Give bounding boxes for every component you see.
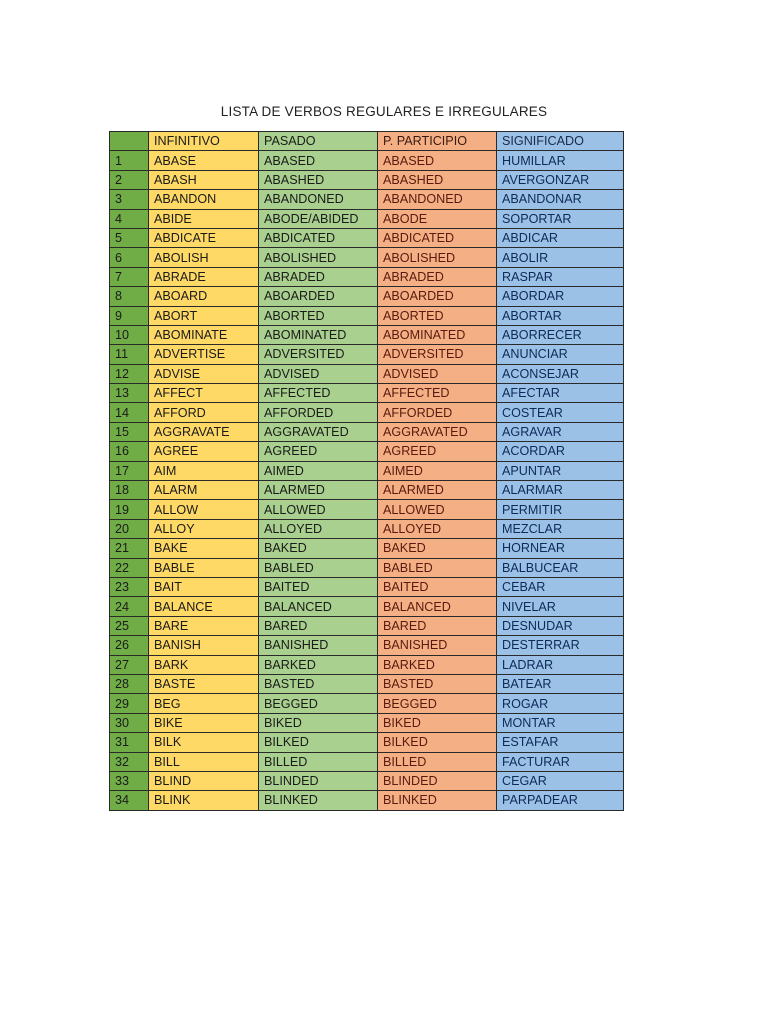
table-row <box>110 519 624 538</box>
cell-pasado: ALLOWED <box>259 500 378 519</box>
cell-significado: CEBAR <box>497 577 624 596</box>
cell-pasado: BARED <box>259 616 378 635</box>
cell-pasado: BALANCED <box>259 597 378 616</box>
cell-participio: AFFORDED <box>378 403 497 422</box>
cell-participio: ABDICATED <box>378 228 497 247</box>
cell-pasado: AIMED <box>259 461 378 480</box>
table-row <box>110 655 624 674</box>
cell-significado: LADRAR <box>497 655 624 674</box>
cell-number: 31 <box>110 733 149 752</box>
cell-significado: ALARMAR <box>497 481 624 500</box>
cell-participio: AIMED <box>378 461 497 480</box>
cell-number: 17 <box>110 461 149 480</box>
cell-infinitivo: BANISH <box>149 636 259 655</box>
cell-pasado: ABANDONED <box>259 190 378 209</box>
cell-participio: ALARMED <box>378 481 497 500</box>
cell-participio: ALLOYED <box>378 519 497 538</box>
table-row <box>110 267 624 286</box>
cell-participio: BILLED <box>378 752 497 771</box>
header-number <box>110 132 149 151</box>
table-row <box>110 170 624 189</box>
cell-significado: ABORDAR <box>497 287 624 306</box>
table-row <box>110 403 624 422</box>
cell-number: 1 <box>110 151 149 170</box>
cell-pasado: BLINKED <box>259 791 378 810</box>
cell-significado: ABANDONAR <box>497 190 624 209</box>
cell-significado: APUNTAR <box>497 461 624 480</box>
cell-number: 27 <box>110 655 149 674</box>
cell-participio: BIKED <box>378 713 497 732</box>
cell-participio: ABODE <box>378 209 497 228</box>
cell-pasado: BABLED <box>259 558 378 577</box>
cell-infinitivo: ADVERTISE <box>149 345 259 364</box>
cell-participio: BLINKED <box>378 791 497 810</box>
cell-number: 15 <box>110 422 149 441</box>
cell-infinitivo: BAKE <box>149 539 259 558</box>
cell-infinitivo: ABORT <box>149 306 259 325</box>
cell-infinitivo: ABOLISH <box>149 248 259 267</box>
cell-pasado: ABRADED <box>259 267 378 286</box>
cell-pasado: ABASHED <box>259 170 378 189</box>
cell-significado: RASPAR <box>497 267 624 286</box>
table-row <box>110 616 624 635</box>
cell-significado: ANUNCIAR <box>497 345 624 364</box>
cell-number: 19 <box>110 500 149 519</box>
cell-participio: AGGRAVATED <box>378 422 497 441</box>
cell-pasado: ABORTED <box>259 306 378 325</box>
cell-infinitivo: BLIND <box>149 771 259 790</box>
cell-infinitivo: BAIT <box>149 577 259 596</box>
cell-infinitivo: ABASE <box>149 151 259 170</box>
cell-participio: BALANCED <box>378 597 497 616</box>
cell-participio: ADVERSITED <box>378 345 497 364</box>
cell-significado: ABORTAR <box>497 306 624 325</box>
table-row <box>110 461 624 480</box>
table-row <box>110 771 624 790</box>
cell-number: 20 <box>110 519 149 538</box>
cell-participio: ABANDONED <box>378 190 497 209</box>
cell-participio: BARED <box>378 616 497 635</box>
cell-pasado: ABODE/ABIDED <box>259 209 378 228</box>
cell-infinitivo: BABLE <box>149 558 259 577</box>
table-row <box>110 636 624 655</box>
cell-significado: MEZCLAR <box>497 519 624 538</box>
cell-participio: ABOLISHED <box>378 248 497 267</box>
cell-significado: ACORDAR <box>497 442 624 461</box>
cell-number: 18 <box>110 481 149 500</box>
cell-participio: ABASED <box>378 151 497 170</box>
cell-infinitivo: ABASH <box>149 170 259 189</box>
cell-pasado: ABASED <box>259 151 378 170</box>
cell-infinitivo: ABRADE <box>149 267 259 286</box>
cell-infinitivo: ALLOY <box>149 519 259 538</box>
cell-pasado: ALARMED <box>259 481 378 500</box>
cell-number: 28 <box>110 674 149 693</box>
cell-participio: BEGGED <box>378 694 497 713</box>
cell-significado: ABORRECER <box>497 325 624 344</box>
table-row <box>110 306 624 325</box>
table-row <box>110 325 624 344</box>
table-row <box>110 733 624 752</box>
cell-number: 29 <box>110 694 149 713</box>
cell-infinitivo: ABIDE <box>149 209 259 228</box>
cell-number: 10 <box>110 325 149 344</box>
cell-infinitivo: BALANCE <box>149 597 259 616</box>
table-row <box>110 345 624 364</box>
cell-significado: AVERGONZAR <box>497 170 624 189</box>
table-row <box>110 481 624 500</box>
cell-pasado: BASTED <box>259 674 378 693</box>
cell-infinitivo: AFFORD <box>149 403 259 422</box>
cell-number: 24 <box>110 597 149 616</box>
cell-number: 14 <box>110 403 149 422</box>
cell-pasado: BARKED <box>259 655 378 674</box>
table-header-row <box>110 132 624 151</box>
table-row <box>110 248 624 267</box>
cell-pasado: BANISHED <box>259 636 378 655</box>
cell-pasado: AGREED <box>259 442 378 461</box>
cell-significado: AGRAVAR <box>497 422 624 441</box>
cell-participio: BARKED <box>378 655 497 674</box>
cell-infinitivo: BEG <box>149 694 259 713</box>
table-row <box>110 713 624 732</box>
cell-pasado: AFFECTED <box>259 384 378 403</box>
cell-significado: BATEAR <box>497 674 624 693</box>
cell-number: 12 <box>110 364 149 383</box>
cell-number: 7 <box>110 267 149 286</box>
cell-number: 21 <box>110 539 149 558</box>
cell-infinitivo: BLINK <box>149 791 259 810</box>
cell-pasado: ADVERSITED <box>259 345 378 364</box>
cell-infinitivo: ABOMINATE <box>149 325 259 344</box>
cell-significado: ESTAFAR <box>497 733 624 752</box>
cell-significado: ROGAR <box>497 694 624 713</box>
cell-number: 26 <box>110 636 149 655</box>
table-row <box>110 287 624 306</box>
cell-significado: MONTAR <box>497 713 624 732</box>
cell-infinitivo: AIM <box>149 461 259 480</box>
cell-number: 23 <box>110 577 149 596</box>
cell-participio: BILKED <box>378 733 497 752</box>
cell-pasado: BEGGED <box>259 694 378 713</box>
cell-infinitivo: AGREE <box>149 442 259 461</box>
cell-infinitivo: ABANDON <box>149 190 259 209</box>
cell-number: 2 <box>110 170 149 189</box>
cell-pasado: ABOLISHED <box>259 248 378 267</box>
cell-participio: BAKED <box>378 539 497 558</box>
cell-participio: BASTED <box>378 674 497 693</box>
table-row <box>110 577 624 596</box>
table-row <box>110 539 624 558</box>
cell-number: 8 <box>110 287 149 306</box>
cell-significado: HORNEAR <box>497 539 624 558</box>
cell-number: 34 <box>110 791 149 810</box>
table-row <box>110 442 624 461</box>
cell-pasado: ABOMINATED <box>259 325 378 344</box>
cell-significado: SOPORTAR <box>497 209 624 228</box>
cell-number: 3 <box>110 190 149 209</box>
cell-infinitivo: AFFECT <box>149 384 259 403</box>
header-participio: P. PARTICIPIO <box>378 132 497 151</box>
cell-significado: PARPADEAR <box>497 791 624 810</box>
cell-infinitivo: BARE <box>149 616 259 635</box>
table-row <box>110 364 624 383</box>
cell-participio: AGREED <box>378 442 497 461</box>
cell-pasado: AGGRAVATED <box>259 422 378 441</box>
cell-significado: AFECTAR <box>497 384 624 403</box>
cell-significado: COSTEAR <box>497 403 624 422</box>
cell-number: 25 <box>110 616 149 635</box>
cell-number: 11 <box>110 345 149 364</box>
cell-participio: ADVISED <box>378 364 497 383</box>
cell-significado: ACONSEJAR <box>497 364 624 383</box>
cell-infinitivo: AGGRAVATE <box>149 422 259 441</box>
cell-significado: BALBUCEAR <box>497 558 624 577</box>
cell-pasado: ADVISED <box>259 364 378 383</box>
cell-pasado: BAITED <box>259 577 378 596</box>
cell-number: 30 <box>110 713 149 732</box>
page-title: LISTA DE VERBOS REGULARES E IRREGULARES <box>220 104 548 119</box>
table-row <box>110 694 624 713</box>
verb-table <box>109 131 624 811</box>
cell-pasado: BAKED <box>259 539 378 558</box>
cell-pasado: BILKED <box>259 733 378 752</box>
table-row <box>110 151 624 170</box>
cell-participio: ABOARDED <box>378 287 497 306</box>
cell-significado: DESTERRAR <box>497 636 624 655</box>
table-row <box>110 228 624 247</box>
cell-pasado: ABOARDED <box>259 287 378 306</box>
cell-significado: DESNUDAR <box>497 616 624 635</box>
cell-infinitivo: ADVISE <box>149 364 259 383</box>
cell-significado: CEGAR <box>497 771 624 790</box>
cell-participio: BABLED <box>378 558 497 577</box>
cell-significado: HUMILLAR <box>497 151 624 170</box>
table-row <box>110 209 624 228</box>
cell-number: 32 <box>110 752 149 771</box>
cell-number: 5 <box>110 228 149 247</box>
table-body <box>110 151 624 810</box>
cell-significado: FACTURAR <box>497 752 624 771</box>
table-row <box>110 752 624 771</box>
cell-participio: ABASHED <box>378 170 497 189</box>
cell-infinitivo: BASTE <box>149 674 259 693</box>
cell-infinitivo: BILK <box>149 733 259 752</box>
cell-participio: BLINDED <box>378 771 497 790</box>
cell-pasado: ALLOYED <box>259 519 378 538</box>
table-row <box>110 791 624 810</box>
cell-pasado: BILLED <box>259 752 378 771</box>
cell-participio: ABORTED <box>378 306 497 325</box>
header-infinitivo: INFINITIVO <box>149 132 259 151</box>
table-row <box>110 190 624 209</box>
cell-number: 6 <box>110 248 149 267</box>
cell-pasado: AFFORDED <box>259 403 378 422</box>
cell-pasado: BIKED <box>259 713 378 732</box>
cell-infinitivo: BILL <box>149 752 259 771</box>
cell-infinitivo: ABDICATE <box>149 228 259 247</box>
cell-number: 22 <box>110 558 149 577</box>
table-row <box>110 422 624 441</box>
cell-infinitivo: BIKE <box>149 713 259 732</box>
cell-significado: ABOLIR <box>497 248 624 267</box>
cell-number: 16 <box>110 442 149 461</box>
header-significado: SIGNIFICADO <box>497 132 624 151</box>
cell-infinitivo: BARK <box>149 655 259 674</box>
table-row <box>110 500 624 519</box>
cell-participio: BANISHED <box>378 636 497 655</box>
cell-significado: ABDICAR <box>497 228 624 247</box>
table-row <box>110 674 624 693</box>
cell-pasado: ABDICATED <box>259 228 378 247</box>
cell-participio: AFFECTED <box>378 384 497 403</box>
cell-participio: ABOMINATED <box>378 325 497 344</box>
cell-infinitivo: ALARM <box>149 481 259 500</box>
header-pasado: PASADO <box>259 132 378 151</box>
cell-pasado: BLINDED <box>259 771 378 790</box>
cell-participio: ALLOWED <box>378 500 497 519</box>
cell-infinitivo: ABOARD <box>149 287 259 306</box>
table-row <box>110 384 624 403</box>
table-row <box>110 597 624 616</box>
cell-number: 33 <box>110 771 149 790</box>
table-row <box>110 558 624 577</box>
cell-significado: NIVELAR <box>497 597 624 616</box>
cell-participio: ABRADED <box>378 267 497 286</box>
cell-number: 9 <box>110 306 149 325</box>
cell-infinitivo: ALLOW <box>149 500 259 519</box>
cell-significado: PERMITIR <box>497 500 624 519</box>
cell-number: 4 <box>110 209 149 228</box>
cell-participio: BAITED <box>378 577 497 596</box>
cell-number: 13 <box>110 384 149 403</box>
